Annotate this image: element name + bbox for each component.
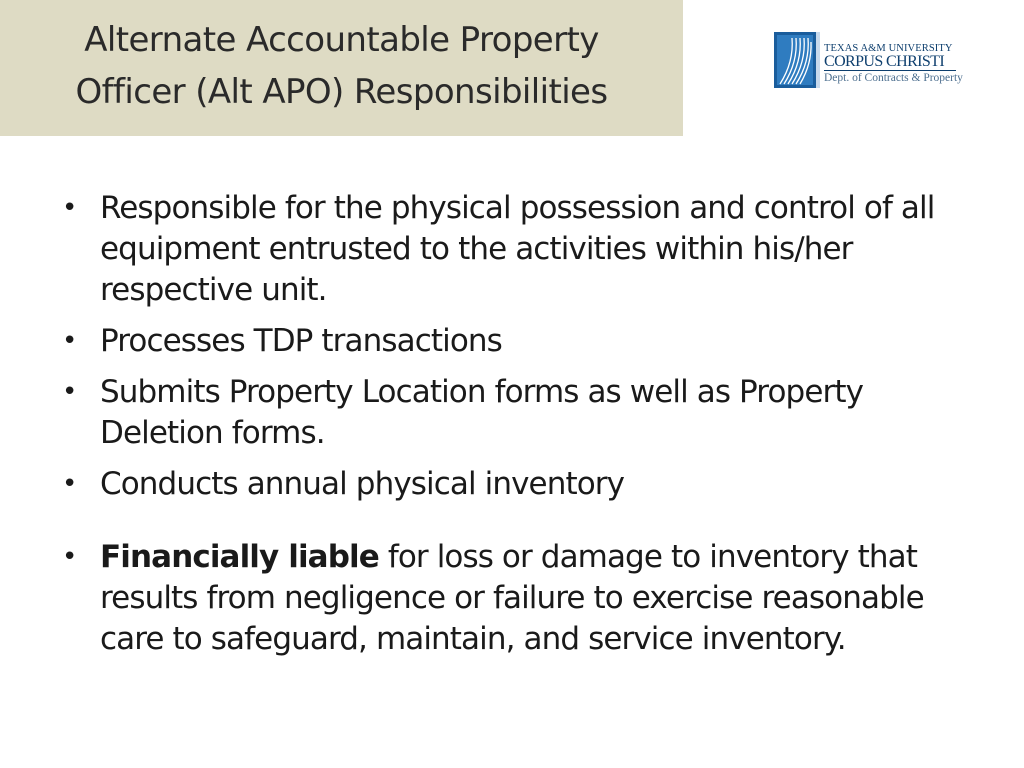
list-item bbox=[56, 464, 976, 505]
bullet-dot-icon: • bbox=[62, 542, 77, 572]
bullet-text: Responsible for the physical possession and control of all equipment entrusted to the activities within his/her respective unit. bbox=[100, 190, 935, 308]
bullet-text: Processes TDP transactions bbox=[100, 323, 502, 359]
university-logo bbox=[774, 28, 1006, 92]
list-item bbox=[56, 537, 976, 660]
bullet-emphasis: Financially liable bbox=[100, 539, 379, 575]
logo-divider bbox=[824, 70, 956, 71]
bullet-text: for loss or damage to inventory that results from negligence or failure to exercise reasonable care to safeguard, maintain, and service inventory. bbox=[100, 539, 924, 657]
slide-title-line-2: Officer (Alt APO) Responsibilities bbox=[75, 72, 608, 112]
list-item bbox=[56, 372, 976, 454]
bullet-dot-icon: • bbox=[62, 377, 77, 407]
slide-title-line-1: Alternate Accountable Property bbox=[84, 20, 599, 60]
list-item bbox=[56, 188, 976, 311]
logo-wordmark bbox=[824, 43, 963, 85]
university-emblem-icon bbox=[774, 32, 822, 88]
list-item bbox=[56, 321, 976, 362]
logo-campus-name: CORPUS CHRISTI bbox=[824, 53, 945, 70]
logo-department-name: Dept. of Contracts & Property bbox=[824, 72, 963, 84]
responsibilities-list bbox=[56, 188, 976, 670]
bullet-dot-icon: • bbox=[62, 469, 77, 499]
bullet-dot-icon: • bbox=[62, 193, 77, 223]
bullet-dot-icon: • bbox=[62, 326, 77, 356]
bullet-text: Submits Property Location forms as well as Property Deletion forms. bbox=[100, 374, 864, 451]
bullet-text: Conducts annual physical inventory bbox=[100, 466, 625, 502]
logo-university-name: TEXAS A&M UNIVERSITY bbox=[824, 43, 953, 54]
title-banner bbox=[0, 0, 683, 136]
